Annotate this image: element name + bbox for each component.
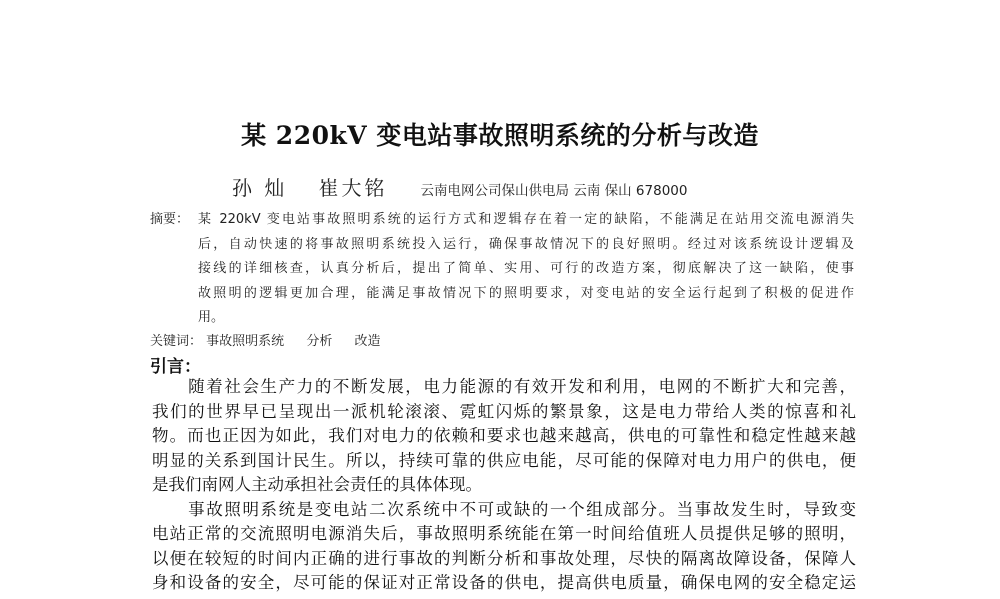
- body-line: 身和设备的安全，尽可能的保证对正常设备的供电，提高供电质量，确保电网的安全稳定运: [152, 573, 856, 592]
- body-line: 是我们南网人主动承担社会责任的具体体现。: [152, 475, 482, 494]
- body-line: 事故照明系统是变电站二次系统中不可或缺的一个组成部分。当事故发生时，导致变: [152, 499, 856, 519]
- author-name: 孙 灿: [232, 176, 288, 200]
- keywords-line: [150, 330, 398, 349]
- author-line: [232, 172, 687, 201]
- body-line: 我们的世界早已呈现出一派机轮滚滚、霓虹闪烁的繁景象，这是电力带给人类的惊喜和礼: [152, 401, 856, 421]
- abstract-line: 某 220kV 变电站事故照明系统的运行方式和逻辑存在着一定的缺陷，不能满足在站用交流电源消失: [198, 212, 854, 227]
- abstract-line: 用。: [198, 310, 225, 326]
- keywords-label: 关键词：: [150, 334, 203, 349]
- abstract-text: [198, 208, 854, 331]
- body-line: 以便在较短的时间内正确的进行事故的判断分析和事故处理，尽快的隔离故障设备，保障人: [152, 548, 856, 568]
- abstract-line: 故照明的逻辑更加合理，能满足事故情况下的照明要求，对变电站的安全运行起到了积极的促进作: [198, 285, 854, 301]
- section-heading: 引言：: [150, 357, 201, 377]
- abstract-line: 接线的详细核查，认真分析后，提出了简单、实用、可行的改造方案，彻底解决了这一缺陷，使事: [198, 261, 854, 277]
- author-affiliation: 云南电网公司保山供电局 云南 保山 678000: [420, 183, 688, 199]
- keyword: 事故照明系统: [206, 334, 285, 349]
- paper-title: 某 220kV 变电站事故照明系统的分析与改造: [241, 121, 759, 150]
- keyword: 分析: [306, 334, 333, 349]
- keyword: 改造: [354, 334, 381, 349]
- author-name: 崔大铭: [318, 176, 388, 200]
- body-line: 电站正常的交流照明电源消失后，事故照明系统能在第一时间给值班人员提供足够的照明，: [152, 524, 856, 543]
- body-line: 物。而也正因为如此，我们对电力的依赖和要求也越来越高，供电的可靠性和稳定性越来越: [152, 426, 856, 445]
- intro-body: [152, 375, 856, 596]
- abstract-label: 摘要：: [150, 212, 190, 227]
- body-line: 明显的关系到国计民生。所以，持续可靠的供应电能，尽可能的保障对电力用户的供电，便: [152, 450, 856, 470]
- abstract-line: 后，自动快速的将事故照明系统投入运行，确保事故情况下的良好照明。经过对该系统设计逻辑及: [198, 236, 854, 252]
- body-line: 随着社会生产力的不断发展，电力能源的有效开发和利用，电网的不断扩大和完善，: [152, 377, 856, 396]
- abstract-block: [150, 208, 854, 326]
